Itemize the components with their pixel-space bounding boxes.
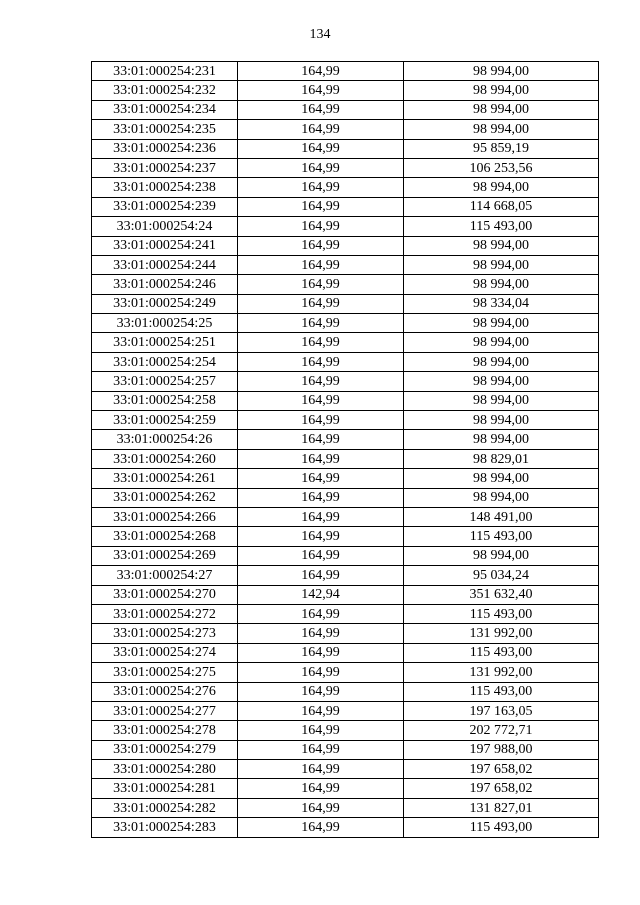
area-cell: 164,99 (238, 411, 404, 430)
value-cell: 98 994,00 (404, 488, 599, 507)
cadastral-number-cell: 33:01:000254:275 (92, 663, 238, 682)
table-row (92, 740, 599, 759)
area-cell: 164,99 (238, 294, 404, 313)
cadastral-number-cell: 33:01:000254:279 (92, 740, 238, 759)
cadastral-number-cell: 33:01:000254:281 (92, 779, 238, 798)
area-cell: 164,99 (238, 178, 404, 197)
area-cell: 164,99 (238, 430, 404, 449)
value-cell: 98 994,00 (404, 333, 599, 352)
area-cell: 164,99 (238, 352, 404, 371)
table-row (92, 604, 599, 623)
area-cell: 164,99 (238, 236, 404, 255)
cadastral-number-cell: 33:01:000254:282 (92, 798, 238, 817)
value-cell: 98 994,00 (404, 411, 599, 430)
area-cell: 142,94 (238, 585, 404, 604)
page-number: 134 (309, 27, 331, 42)
value-cell: 98 994,00 (404, 100, 599, 119)
area-cell: 164,99 (238, 721, 404, 740)
table-row (92, 372, 599, 391)
value-cell: 197 988,00 (404, 740, 599, 759)
cadastral-number-cell: 33:01:000254:276 (92, 682, 238, 701)
value-cell: 95 034,24 (404, 566, 599, 585)
table-row (92, 624, 599, 643)
value-cell: 98 994,00 (404, 275, 599, 294)
table-row (92, 81, 599, 100)
table-row (92, 488, 599, 507)
area-cell: 164,99 (238, 682, 404, 701)
table-row (92, 643, 599, 662)
cadastral-number-cell: 33:01:000254:239 (92, 197, 238, 216)
table-row (92, 139, 599, 158)
table-row (92, 197, 599, 216)
area-cell: 164,99 (238, 507, 404, 526)
value-cell: 98 994,00 (404, 62, 599, 81)
cadastral-number-cell: 33:01:000254:254 (92, 352, 238, 371)
value-cell: 115 493,00 (404, 643, 599, 662)
value-cell: 115 493,00 (404, 818, 599, 837)
value-cell: 115 493,00 (404, 527, 599, 546)
table-row (92, 314, 599, 333)
table-row (92, 255, 599, 274)
value-cell: 98 994,00 (404, 430, 599, 449)
area-cell: 164,99 (238, 701, 404, 720)
cadastral-number-cell: 33:01:000254:268 (92, 527, 238, 546)
table-body (92, 62, 599, 838)
cadastral-number-cell: 33:01:000254:249 (92, 294, 238, 313)
value-cell: 148 491,00 (404, 507, 599, 526)
table-row (92, 682, 599, 701)
table-row (92, 411, 599, 430)
cadastral-number-cell: 33:01:000254:238 (92, 178, 238, 197)
table-row (92, 333, 599, 352)
cadastral-number-cell: 33:01:000254:261 (92, 469, 238, 488)
area-cell: 164,99 (238, 100, 404, 119)
value-cell: 115 493,00 (404, 682, 599, 701)
table-row (92, 469, 599, 488)
table-row (92, 566, 599, 585)
area-cell: 164,99 (238, 255, 404, 274)
area-cell: 164,99 (238, 81, 404, 100)
table-row (92, 430, 599, 449)
area-cell: 164,99 (238, 314, 404, 333)
value-cell: 98 994,00 (404, 391, 599, 410)
cadastral-number-cell: 33:01:000254:260 (92, 449, 238, 468)
cadastral-number-cell: 33:01:000254:269 (92, 546, 238, 565)
table-row (92, 449, 599, 468)
area-cell: 164,99 (238, 62, 404, 81)
cadastral-number-cell: 33:01:000254:258 (92, 391, 238, 410)
cadastral-number-cell: 33:01:000254:26 (92, 430, 238, 449)
cadastral-number-cell: 33:01:000254:262 (92, 488, 238, 507)
cadastral-number-cell: 33:01:000254:231 (92, 62, 238, 81)
area-cell: 164,99 (238, 217, 404, 236)
table-row (92, 721, 599, 740)
cadastral-number-cell: 33:01:000254:280 (92, 760, 238, 779)
table-row (92, 275, 599, 294)
cadastral-number-cell: 33:01:000254:274 (92, 643, 238, 662)
area-cell: 164,99 (238, 624, 404, 643)
area-cell: 164,99 (238, 604, 404, 623)
cadastral-number-cell: 33:01:000254:27 (92, 566, 238, 585)
table-row (92, 585, 599, 604)
value-cell: 98 994,00 (404, 314, 599, 333)
area-cell: 164,99 (238, 275, 404, 294)
cadastral-number-cell: 33:01:000254:235 (92, 120, 238, 139)
area-cell: 164,99 (238, 566, 404, 585)
table-row (92, 546, 599, 565)
value-cell: 131 992,00 (404, 624, 599, 643)
area-cell: 164,99 (238, 818, 404, 837)
table-row (92, 62, 599, 81)
value-cell: 197 163,05 (404, 701, 599, 720)
value-cell: 98 829,01 (404, 449, 599, 468)
table-row (92, 391, 599, 410)
value-cell: 98 994,00 (404, 546, 599, 565)
cadastral-number-cell: 33:01:000254:251 (92, 333, 238, 352)
cadastral-number-cell: 33:01:000254:246 (92, 275, 238, 294)
value-cell: 98 994,00 (404, 178, 599, 197)
table-row (92, 236, 599, 255)
value-cell: 351 632,40 (404, 585, 599, 604)
table-row (92, 158, 599, 177)
table-row (92, 352, 599, 371)
cadastral-number-cell: 33:01:000254:273 (92, 624, 238, 643)
value-cell: 98 994,00 (404, 469, 599, 488)
area-cell: 164,99 (238, 527, 404, 546)
table-row (92, 217, 599, 236)
cadastral-value-table (91, 61, 599, 838)
area-cell: 164,99 (238, 488, 404, 507)
area-cell: 164,99 (238, 798, 404, 817)
cadastral-number-cell: 33:01:000254:24 (92, 217, 238, 236)
area-cell: 164,99 (238, 333, 404, 352)
value-cell: 98 994,00 (404, 255, 599, 274)
table-row (92, 178, 599, 197)
table-row (92, 527, 599, 546)
area-cell: 164,99 (238, 663, 404, 682)
cadastral-number-cell: 33:01:000254:277 (92, 701, 238, 720)
table-row (92, 507, 599, 526)
table-row (92, 120, 599, 139)
area-cell: 164,99 (238, 158, 404, 177)
value-cell: 115 493,00 (404, 217, 599, 236)
value-cell: 114 668,05 (404, 197, 599, 216)
area-cell: 164,99 (238, 760, 404, 779)
value-cell: 98 994,00 (404, 236, 599, 255)
table-row (92, 779, 599, 798)
cadastral-number-cell: 33:01:000254:234 (92, 100, 238, 119)
cadastral-number-cell: 33:01:000254:241 (92, 236, 238, 255)
cadastral-number-cell: 33:01:000254:272 (92, 604, 238, 623)
area-cell: 164,99 (238, 740, 404, 759)
cadastral-number-cell: 33:01:000254:232 (92, 81, 238, 100)
value-cell: 197 658,02 (404, 779, 599, 798)
value-cell: 98 334,04 (404, 294, 599, 313)
value-cell: 131 992,00 (404, 663, 599, 682)
value-cell: 98 994,00 (404, 81, 599, 100)
area-cell: 164,99 (238, 449, 404, 468)
value-cell: 95 859,19 (404, 139, 599, 158)
cadastral-number-cell: 33:01:000254:278 (92, 721, 238, 740)
value-cell: 106 253,56 (404, 158, 599, 177)
area-cell: 164,99 (238, 120, 404, 139)
area-cell: 164,99 (238, 139, 404, 158)
table-row (92, 701, 599, 720)
value-cell: 131 827,01 (404, 798, 599, 817)
cadastral-number-cell: 33:01:000254:266 (92, 507, 238, 526)
area-cell: 164,99 (238, 546, 404, 565)
area-cell: 164,99 (238, 372, 404, 391)
cadastral-number-cell: 33:01:000254:236 (92, 139, 238, 158)
value-cell: 115 493,00 (404, 604, 599, 623)
area-cell: 164,99 (238, 643, 404, 662)
area-cell: 164,99 (238, 779, 404, 798)
value-cell: 98 994,00 (404, 120, 599, 139)
table-row (92, 818, 599, 837)
cadastral-number-cell: 33:01:000254:244 (92, 255, 238, 274)
table-row (92, 294, 599, 313)
area-cell: 164,99 (238, 197, 404, 216)
area-cell: 164,99 (238, 391, 404, 410)
cadastral-number-cell: 33:01:000254:237 (92, 158, 238, 177)
cadastral-number-cell: 33:01:000254:257 (92, 372, 238, 391)
cadastral-number-cell: 33:01:000254:25 (92, 314, 238, 333)
cadastral-number-cell: 33:01:000254:270 (92, 585, 238, 604)
cadastral-number-cell: 33:01:000254:259 (92, 411, 238, 430)
value-cell: 202 772,71 (404, 721, 599, 740)
cadastral-number-cell: 33:01:000254:283 (92, 818, 238, 837)
table-row (92, 100, 599, 119)
value-cell: 98 994,00 (404, 372, 599, 391)
area-cell: 164,99 (238, 469, 404, 488)
table-row (92, 760, 599, 779)
table-row (92, 798, 599, 817)
value-cell: 98 994,00 (404, 352, 599, 371)
table-row (92, 663, 599, 682)
value-cell: 197 658,02 (404, 760, 599, 779)
